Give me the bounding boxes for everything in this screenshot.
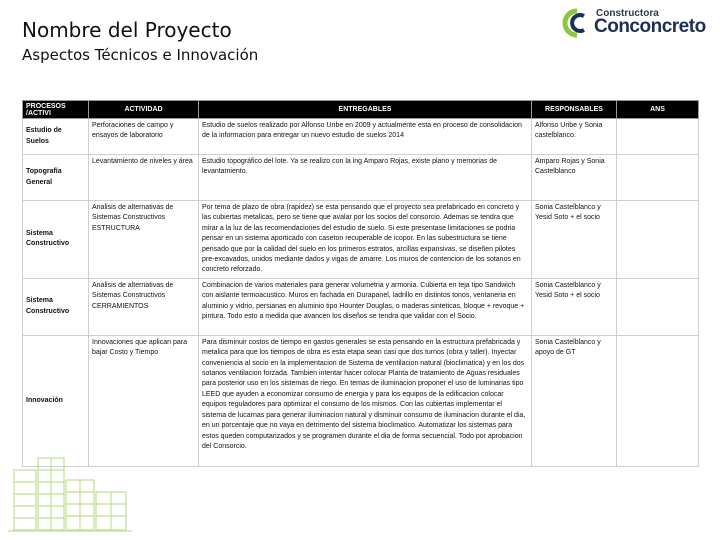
- logo-top-text: Constructora: [596, 8, 659, 19]
- cell-proceso: Estudio de Suelos: [23, 119, 89, 155]
- cell-entregables: Estudio topográfico del lote. Ya se realizo con la ing Amparo Rojas, existe plano y memorias de levantamiento.: [199, 155, 532, 201]
- table-row: [23, 201, 699, 279]
- company-logo: [560, 6, 720, 42]
- table-header-row: [23, 101, 699, 119]
- cell-ans: [617, 278, 699, 335]
- cell-ans: [617, 335, 699, 466]
- cell-ans: [617, 201, 699, 279]
- cell-responsables: Sonia Castelblanco y Yesid Soto + el socio: [532, 201, 617, 279]
- page-title: Nombre del Proyecto: [22, 18, 232, 42]
- logo-mark-icon: [560, 8, 594, 38]
- table-row: [23, 278, 699, 335]
- cell-ans: [617, 119, 699, 155]
- cell-proceso: Sistema Constructivo: [23, 201, 89, 279]
- header-entregables: ENTREGABLES: [199, 101, 532, 119]
- header-actividad: ACTIVIDAD: [89, 101, 199, 119]
- cell-actividad: Levantamiento de niveles y área: [89, 155, 199, 201]
- cell-responsables: Amparo Rojas y Sonia Castelblanco: [532, 155, 617, 201]
- cell-actividad: Perforaciones de campo y ensayos de laboratorio: [89, 119, 199, 155]
- cell-proceso: Topografía General: [23, 155, 89, 201]
- cell-actividad: Analisis de alternativas de Sistemas Constructivos CERRAMIENTOS: [89, 278, 199, 335]
- cell-entregables: Por tema de plazo de obra (rapidez) se esta pensando que el proyecto sea prefabricado en concreto y las cubiertas metalicas, pero se tiene que avalar por los socios del consorcio. Ademas se tendra que mirar a la luz de las recomendaciones del estudio de suelo. Si este presentase limitaciones se podria pensar en un sistema aporticado con caseton recuperable de icopor. En las subestructura se tiene pensado que por la calidad del suelo en los primeros estratos, arcillas expansivas, se diseñen pilotes pre-excavados, unidos mediante dados y vigas de amarre. Los muros de contencion de los sotanos en concreto reforzado.: [199, 201, 532, 279]
- header-ans: ANS: [617, 101, 699, 119]
- table-row: [23, 335, 699, 466]
- cell-entregables: Combinacion de varios materiales para generar volumetria y armonia. Cubierta en teja tipo Sandwich con aislante termoacustico. Muros en fachada en Durapanel, ladrillo en distintos tonos, ventaneria en aluminio y vidrio, persianas en aluminio tipo Hounter Douglas, o maderas sinteticas, bloque + revoque + pintura. Todo esto a medida que avancen los diseños se tendra que validar con el Socio.: [199, 278, 532, 335]
- page-subtitle: Aspectos Técnicos e Innovación: [22, 46, 259, 64]
- green-building-decoration-icon: [8, 452, 133, 534]
- cell-ans: [617, 155, 699, 201]
- header-responsables: RESPONSABLES: [532, 101, 617, 119]
- table-row: [23, 155, 699, 201]
- cell-responsables: Sonia Castelblanco y apoyo de GT: [532, 335, 617, 466]
- technical-aspects-table: [22, 100, 699, 467]
- cell-responsables: Alfonso Uribe y Sonia castelblanco.: [532, 119, 617, 155]
- cell-proceso: Innovación: [23, 335, 89, 466]
- header-procesos: PROCESOS /ACTIVI: [23, 101, 89, 119]
- logo-main-text: Conconcreto: [594, 16, 706, 37]
- cell-proceso: Sistema Constructivo: [23, 278, 89, 335]
- cell-entregables: Estudio de suelos realizado por Alfonso Uribe en 2009 y actualmente esta en proceso de consolidacion de la informacion para entregar un nuevo estudio de suelos 2014: [199, 119, 532, 155]
- table-row: [23, 119, 699, 155]
- cell-entregables: Para disminuir costos de tiempo en gastos generales se esta pensando en la estructura prefabricada y metalica para que los tiempos de obra es esta etapa sean casi que dos turnos (obra y taller). Inyectar conveniencia al socio en la implementacion de Sistema de ventilacion natural (bioclimatica) y en los dos sotanos ventilacion forzada. Tambien intentar hacer colocar Planta de tratamiento de Aguas residuales para posterior uso en los sistemas de riego. En temas de iluminacion proponer el uso de luminarias tipo LEED que ayuden a economizar consumo de energia y para los equipos de la edificacion colocar equipos reguladores para optimizar el consumo de los mismos. Con las cubiertas implementar el sistema de lucarnas para generar iluminacion natural y disminuir consumo de iluminacion durante el dia, en un porcentaje que no vaya en detrimento del sistema bioclimatico. Automatizar los sistemas para estos queden computarizados y se programen durante el dia de forma secuencial. Todo por aprobacion del Consorcio.: [199, 335, 532, 466]
- cell-responsables: Sonia Castelblanco y Yesid Soto + el socio: [532, 278, 617, 335]
- cell-actividad: Analisis de alternativas de Sistemas Constructivos ESTRUCTURA: [89, 201, 199, 279]
- cell-actividad: Innovaciones que aplican para bajar Costo y Tiempo: [89, 335, 199, 466]
